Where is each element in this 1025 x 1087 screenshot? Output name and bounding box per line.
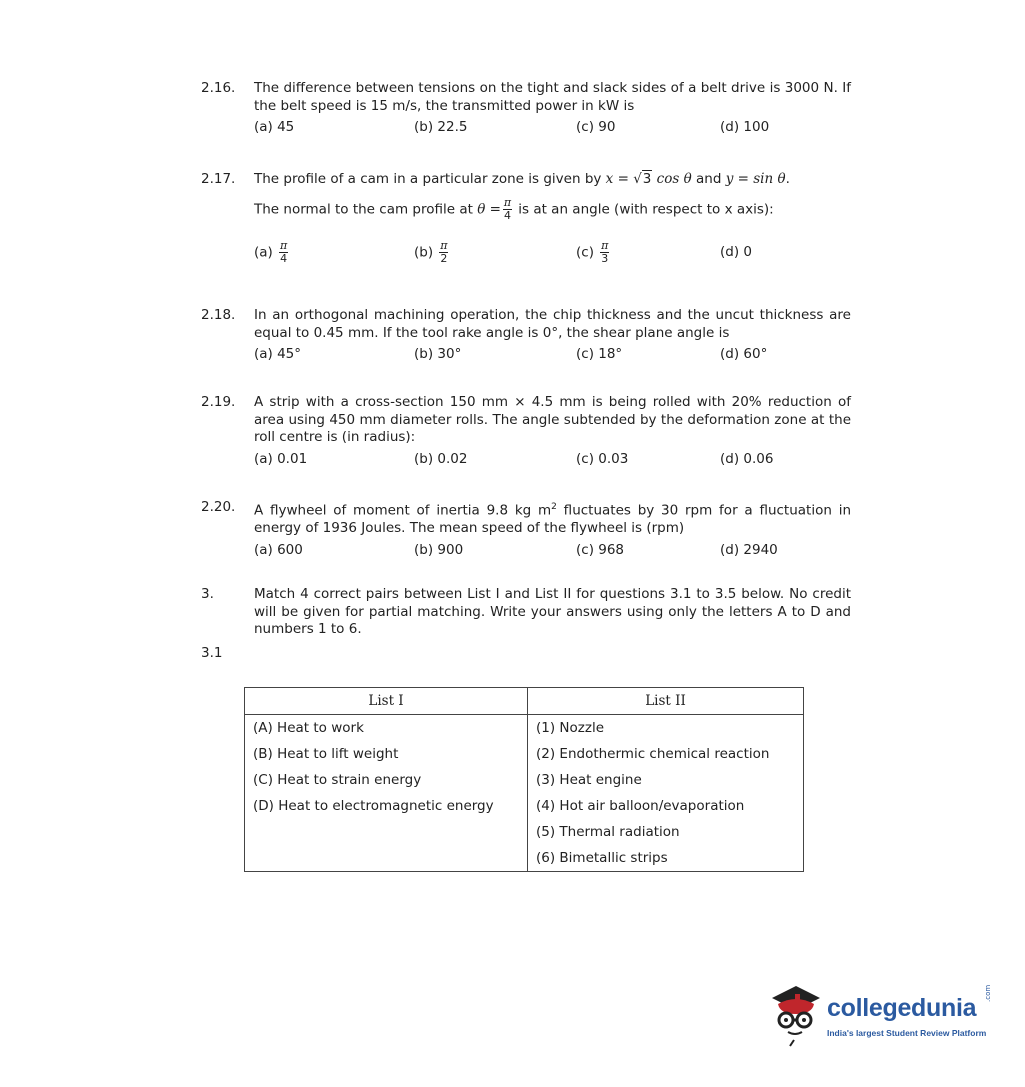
- math-x: x =: [605, 171, 634, 187]
- table-row: [245, 819, 804, 845]
- numerator: π: [440, 238, 448, 252]
- sqrt-symbol: √3: [633, 171, 652, 187]
- denominator: 4: [503, 208, 511, 222]
- header-list-2: List II: [528, 688, 804, 715]
- question-text: [254, 499, 851, 538]
- list1-cell: (B) Heat to lift weight: [245, 741, 528, 767]
- math-y: y = sin θ: [725, 171, 786, 187]
- question-text: The difference between tensions on the tight and slack sides of a belt drive is 3000 N. If the belt speed is 15 m/s, the transmitted power in kW is: [254, 80, 851, 114]
- fraction: [600, 240, 609, 265]
- list1-cell: (C) Heat to strain energy: [245, 767, 528, 793]
- denominator: 4: [280, 251, 288, 265]
- mascot-icon: [766, 980, 828, 1050]
- option-a: (a) 45: [254, 119, 295, 135]
- question-text-line2: [254, 197, 851, 222]
- question-text: In an orthogonal machining operation, the chip thickness and the uncut thickness are equal to 0.45 mm. If the tool rake angle is 0°, the shear plane angle is: [254, 307, 851, 341]
- option-a: (a) 45°: [254, 346, 302, 362]
- fraction: [439, 240, 448, 265]
- denominator: 3: [601, 251, 609, 265]
- numerator: π: [601, 238, 609, 252]
- question-text-line1: [254, 171, 851, 189]
- list2-cell: (5) Thermal radiation: [528, 819, 804, 845]
- section-3: [201, 586, 851, 639]
- question-2-18: [201, 307, 851, 366]
- option-d: (d) 100: [720, 119, 770, 135]
- option-a: [254, 240, 290, 265]
- question-2-16: [201, 80, 851, 139]
- text-segment: fluctuates by 30 rpm for a fluctuation in energy of 1936 Joules. The mean speed of the flywheel is (rpm): [254, 502, 851, 536]
- option-b: (b) 0.02: [414, 450, 468, 467]
- text-segment: The profile of a cam in a particular zone is given by: [254, 171, 602, 187]
- text-segment: and: [691, 171, 726, 187]
- list1-cell: [245, 819, 528, 845]
- list1-cell: (A) Heat to work: [245, 715, 528, 742]
- option-label: (b): [414, 244, 434, 260]
- table-row: [245, 767, 804, 793]
- option-a: (a) 600: [254, 541, 303, 558]
- options: [254, 119, 851, 139]
- question-2-19: [201, 394, 851, 471]
- option-d: (d) 0: [720, 243, 752, 260]
- option-c: (c) 90: [576, 119, 616, 135]
- list1-cell: [245, 845, 528, 872]
- question-2-20: [201, 499, 851, 562]
- option-c: (c) 0.03: [576, 450, 629, 467]
- list2-cell: (1) Nozzle: [528, 715, 804, 742]
- option-label: (a): [254, 244, 273, 260]
- logo-suffix: .com: [984, 984, 992, 1002]
- options: [254, 346, 851, 366]
- option-d: (d) 0.06: [720, 450, 774, 467]
- math-theta: θ =: [477, 201, 501, 217]
- list1-cell: (D) Heat to electromagnetic energy: [245, 793, 528, 819]
- option-c: (c) 968: [576, 541, 625, 558]
- denominator: 2: [440, 251, 448, 265]
- collegedunia-logo: [766, 980, 996, 1050]
- options: [254, 542, 851, 562]
- question-2-17: [201, 171, 851, 268]
- list2-cell: (3) Heat engine: [528, 767, 804, 793]
- fraction: [279, 240, 288, 265]
- header-list-1: List I: [245, 688, 528, 715]
- question-number: 2.18.: [201, 307, 236, 323]
- table-row: [245, 793, 804, 819]
- section-instructions: Match 4 correct pairs between List I and List II for questions 3.1 to 3.5 below. No credit will be given for partial matching. Write your answers using only the letters A to D and numbers 1 to 6.: [254, 586, 851, 637]
- options: [254, 451, 851, 471]
- table-header-row: [245, 688, 804, 715]
- logo-tagline: India's largest Student Review Platform: [827, 1028, 987, 1038]
- question-number: 2.16.: [201, 80, 236, 96]
- question-text: A strip with a cross-section 150 mm × 4.5 mm is being rolled with 20% reduction of area using 450 mm diameter rolls. The angle subtended by the deformation zone at the roll centre is (in radius):: [254, 394, 851, 445]
- option-d: (d) 2940: [720, 541, 778, 558]
- option-d: (d) 60°: [720, 346, 768, 362]
- table-row: [245, 845, 804, 872]
- option-b: [414, 240, 450, 265]
- question-number: 2.17.: [201, 171, 236, 187]
- question-number: 2.19.: [201, 394, 236, 410]
- text-segment: The normal to the cam profile at: [254, 201, 473, 217]
- option-b: (b) 900: [414, 541, 464, 558]
- sub-question-number: 3.1: [201, 645, 223, 661]
- section-number: 3.: [201, 586, 214, 602]
- question-number: 2.20.: [201, 499, 236, 515]
- match-table: [244, 687, 804, 872]
- fraction: [503, 197, 512, 222]
- option-a: (a) 0.01: [254, 450, 308, 467]
- text-segment: is at an angle (with respect to x axis):: [518, 201, 774, 217]
- sqrt-radicand: 3: [642, 171, 652, 187]
- option-b: (b) 22.5: [414, 119, 468, 135]
- math-cos: cos θ: [652, 171, 692, 187]
- table-row: [245, 741, 804, 767]
- option-c: [576, 240, 611, 265]
- numerator: π: [503, 195, 512, 209]
- list2-cell: (4) Hot air balloon/evaporation: [528, 793, 804, 819]
- numerator: π: [279, 238, 288, 252]
- text-segment: .: [785, 171, 790, 187]
- list2-cell: (2) Endothermic chemical reaction: [528, 741, 804, 767]
- logo-name: collegedunia: [827, 994, 977, 1022]
- option-b: (b) 30°: [414, 346, 462, 362]
- options: [254, 240, 851, 268]
- option-c: (c) 18°: [576, 346, 623, 362]
- text-segment: A flywheel of moment of inertia 9.8 kg m: [254, 502, 552, 519]
- superscript: 2: [551, 502, 557, 512]
- list2-cell: (6) Bimetallic strips: [528, 845, 804, 872]
- option-label: (c): [576, 244, 594, 260]
- table-row: [245, 715, 804, 742]
